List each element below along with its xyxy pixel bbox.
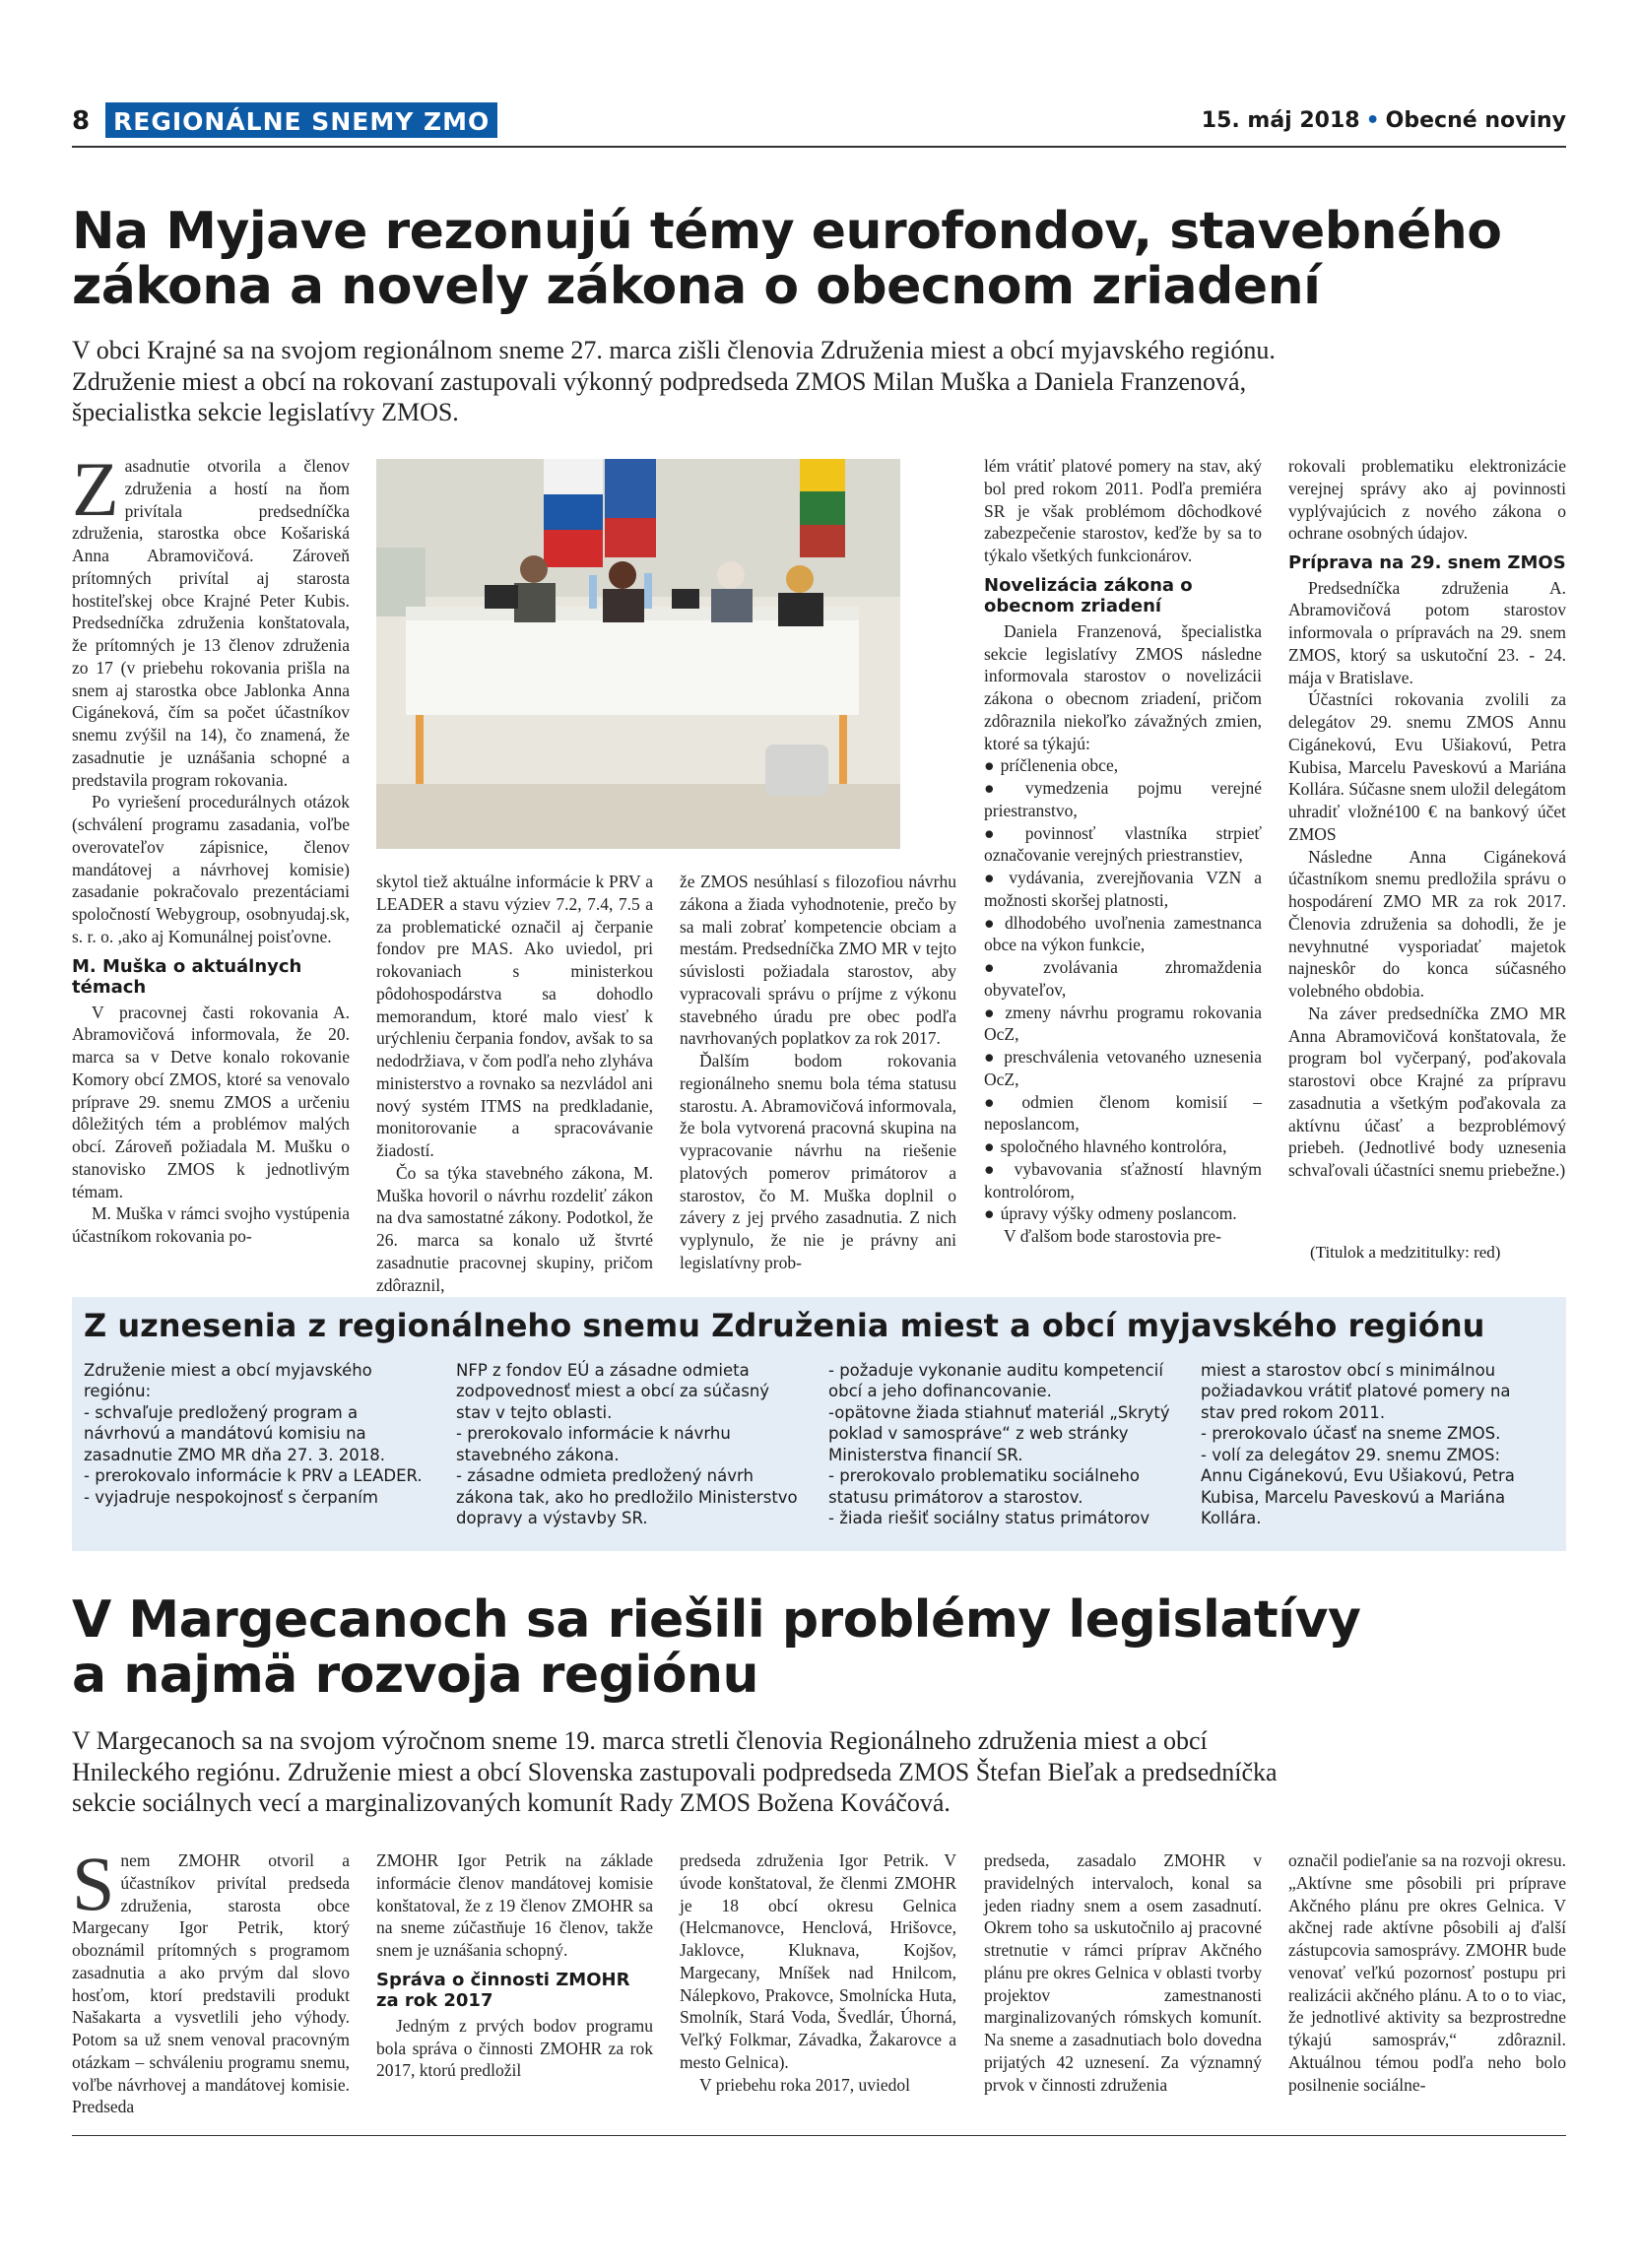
article1-col3-p1: že ZMOS nesúhlasí s filozofiou návrhu zákona a žiada vyhodnotenie, prečo by sa mali zobrať kompetencie obciam a mestám. Predsedníčka ZMO MR v tejto súvislosti požiadala starostov, aby vypracovali správu o príjme z výkonu stavebného úradu pre obec podľa navrhovaných poplatkov za rok 2017. (680, 872, 956, 1049)
article1-lead-line3: špecialistka sekcie legislatívy ZMOS. (72, 398, 459, 427)
list-item: ● dlhodobého uvoľnenia zamestnanca obce na výkon funkcie, (984, 912, 1262, 957)
dropcap: Z (72, 446, 119, 532)
editorial-credit: (Titulok a medzititulky: red) (1310, 1243, 1501, 1262)
list-item: ● vybavovania sťažností hlavným kontrolórom, (984, 1158, 1262, 1203)
article2-column-5 (1288, 1849, 1566, 2096)
article1-col3-p2: Ďalším bodom rokovania regionálneho snemu bola téma statusu starostu. A. Abramovičová informovala, že bola vytvorená pracovná skupina na vypracovanie návrhu na riešenie platových pomerov primátorov a starostov, čo M. Muška doplnil o závery z jej prvého zasadnutia. Z nich vyplynulo, že nie je právny ani legislatívny prob- (680, 1051, 956, 1272)
list-item: ● povinnosť vlastníka strpieť označovanie verejných priestranstiev, (984, 822, 1262, 868)
article1-lead-line2: Združenie miest a obcí na rokovaní zastupovali výkonný podpredseda ZMOS Milan Muška a Daniela Franzenová, (72, 366, 1247, 396)
article1-col5-p2: Predsedníčka združenia A. Abramovičová potom starostov informovala o prípravách na 29. snem ZMOS, ktorý sa uskutoční 23. - 24. mája v Bratislave. (1288, 577, 1566, 687)
issue-bullet: • (1365, 108, 1380, 133)
article2-col2-p2: Jedným z prvých bodov programu bola správa o činnosti ZMOHR za rok 2017, ktorú predložil (376, 2015, 653, 2081)
resolution-box-column-1: Združenie miest a obcí myjavského regiónu: - schvaľuje predložený program a návrhovú a mandátovú komisiu na zasadnutie ZMO MR dňa 27. 3. 2018. - prerokovalo informácie k PRV a LEADER. - vyjadruje nespokojnosť s čerpaním (84, 1361, 423, 1507)
article1-col5-p5: Na záver predsedníčka ZMO MR Anna Abramovičová konštatovala, že program bol vyčerpaný, poďakovala starostovi obce Krajné za prípravu zasadnutia a všetkým poďakovala za aktívnu účasť a bezproblémový priebeh. (Jednotlivé body uznesenia schvaľovali účastníci snemu priebežne.) (1288, 1003, 1566, 1181)
article2-col5-p1: označil podieľanie sa na rozvoji okresu. „Aktívne sme pôsobili pri príprave Akčného plánu pre okres Gelnica. V akčnej rade aktívne pôsobili aj ďalší zástupcovia samosprávy. ZMOHR bude venovať veľkú pozornosť postupu pri realizácii akčného plánu. A to o to viac, že jednotlivé aktivity sa bezprostredne týkajú samospráv,“ zdôraznil. Aktuálnou témou podľa neho bolo posilnenie sociálne- (1288, 1850, 1566, 2095)
article2-col1-p1 (72, 1841, 350, 2118)
footer-rule (72, 2135, 1566, 2136)
resolution-box-column-2: NFP z fondov EÚ a zásadne odmieta zodpovednosť miest a obcí za súčasný stav v tejto oblasti. - prerokovalo informácie k návrhu stavebného zákona. - zásadne odmieta predložený návrh zákona tak, ako ho predložilo Ministerstvo dopravy a výstavby SR. (456, 1361, 798, 1528)
section-label: REGIONÁLNE SNEMY ZMO (105, 102, 497, 138)
resolution-box (72, 1297, 1566, 1551)
article2-headline-line1: V Margecanoch sa riešili problémy legislatívy (72, 1590, 1361, 1650)
list-item: ● zvolávania zhromaždenia obyvateľov, (984, 956, 1262, 1002)
article1-col1-p4: M. Muška v rámci svojho vystúpenia účastníkom rokovania po- (72, 1203, 350, 1247)
article1-column-1 (72, 446, 350, 1248)
meeting-photo (376, 459, 900, 849)
header-rule (72, 146, 1566, 148)
issue-date: 15. máj 2018 (1201, 108, 1360, 133)
list-item: ● preschválenia vetovaného uznesenia OcZ, (984, 1046, 1262, 1091)
list-item: ● príčlenenia obce, (984, 754, 1262, 777)
article1-col1-subhead: M. Muška o aktuálnych témach (72, 955, 302, 999)
article1-col5-subhead: Príprava na 29. snem ZMOS (1288, 552, 1566, 573)
issue-info (1202, 108, 1566, 133)
article2-headline (72, 1590, 1361, 1705)
article1-col1-p1 (72, 446, 350, 791)
article1-col5-p4: Následne Anna Cigáneková účastníkom snemu predložila správu o hospodárení ZMO MR za rok 2017. Členovia združenia sa dohodli, že je nevyhnutné vysporiadať majetok najneskôr do konca súčasného volebného obdobia. (1288, 846, 1566, 1002)
meeting-photo-illustration (376, 459, 900, 849)
publication-name: Obecné noviny (1385, 108, 1566, 133)
article2-lead-line3: sekcie sociálnych vecí a marginalizovaných komunít Rady ZMOS Božena Kováčová. (72, 1788, 951, 1818)
article2-headline-line2: a najmä rozvoja regiónu (72, 1645, 758, 1705)
article1-headline-line1: Na Myjave rezonujú témy eurofondov, stavebného (72, 202, 1502, 261)
article1-col4-p2: Daniela Franzenová, špecialistka sekcie legislatívy ZMOS následne informovala starostov o novelizácii zákona o obecnom zriadení, pričom zdôraznila niekoľko závažných zmien, ktoré sa týkajú: (984, 620, 1262, 753)
page-header (72, 102, 1566, 142)
article2-col4-p1: predseda, zasadalo ZMOHR v pravidelných intervaloch, konal sa jeden riadny snem a osem zasadnutí. Okrem toho sa uskutočnilo aj pracovné stretnutie v rámci príprav Akčného plánu pre okres Gelnica v oblasti tvorby projektov zamestnanosti marginalizovaných rómskych komunít. Na sneme a zasadnutiach bolo dovedna prijatých 42 uznesení. Za významný prvok v činnosti združenia (984, 1850, 1262, 2095)
article1-column-3 (680, 871, 956, 1274)
article2-column-4 (984, 1849, 1262, 2096)
article2-column-2 (376, 1849, 653, 2082)
article2-col2-p1: ZMOHR Igor Petrik na základe informácie členov mandátovej komisie konštatoval, že z 19 členov ZMOHR sa na sneme zúčastňuje 16 členov, takže snem je uznášania schopný. (376, 1850, 653, 1960)
article2-lead-line2: Hnileckého regiónu. Združenie miest a obcí Slovenska zastupovali podpredseda ZMOS Štefan Bieľak a predsedníčka (72, 1757, 1278, 1786)
resolution-box-title: Z uznesenia z regionálneho snemu Združenia miest a obcí myjavského regiónu (84, 1307, 1485, 1344)
resolution-box-column-4: miest a starostov obcí s minimálnou požiadavkou vrátiť platové pomery na stav pred rokom 2011. - prerokovalo účasť na sneme ZMOS. - volí za delegátov 29. snemu ZMOS: Annu Cigánekovú, Evu Ušiakovú, Petra Kubisa, Marcelu Paveskovú a Mariána Kollára. (1201, 1361, 1515, 1528)
article1-col4-p3: V ďalšom bode starostovia pre- (1004, 1226, 1221, 1247)
article1-col1-p2: Po vyriešení procedurálnych otázok (schválení programu zasadania, voľbe overovateľov zápisnice, členov mandátovej a návrhovej komisie) zasadanie pokračovalo prezentáciami spoločností Webygroup, osobnyudaj.sk, s. r. o. ,ako aj Komunálnej poisťovne. (72, 792, 350, 946)
article1-column-2 (376, 871, 653, 1296)
article1-headline-line2: zákona a novely zákona o obecnom zriadení (72, 256, 1321, 316)
article1-lead (72, 335, 1566, 428)
list-item: ● zmeny návrhu programu rokovania OcZ, (984, 1002, 1262, 1047)
article2-lead (72, 1725, 1566, 1819)
article1-col4-subhead: Novelizácia zákona o obecnom zriadení (984, 574, 1193, 617)
list-item: ● vymedzenia pojmu verejné priestranstvo, (984, 777, 1262, 822)
list-item: ● úpravy výšky odmeny poslancom. (984, 1202, 1262, 1225)
list-item: ● odmien členom komisií – neposlancom, (984, 1091, 1262, 1136)
resolution-box-column-3: - požaduje vykonanie auditu kompetencií obcí a jeho dofinancovanie. -opätovne žiada stiahnuť materiál „Skrytý poklad v samospráve“ z web stránky Ministerstva financií SR. - prerokovalo problematiku sociálneho statusu primátorov a starostov. - žiada riešiť sociálny status primátorov (828, 1361, 1170, 1528)
article2-column-3 (680, 1849, 956, 2096)
page-number: 8 (72, 106, 91, 136)
article1-col1-p3: V pracovnej časti rokovania A. Abramovičová informovala, že 20. marca sa v Detve konalo rokovanie Komory obcí ZMOS, ktoré sa venovalo príprave 29. snemu ZMOS a určeniu dôležitých tém a problémov malých obcí. Zároveň požiadala M. Mušku o stanovisko ZMOS k jednotlivým témam. (72, 1002, 350, 1201)
article2-col3-p2: V priebehu roka 2017, uviedol (699, 2074, 911, 2095)
paragraph-text: asadnutie otvorila a členov združenia a hostí na ňom privítala predsedníčka združenia, starostka obce Košariská Anna Abramovičová. Zároveň prítomných privítal aj starosta hostiteľskej obce Krajné Peter Kubis. Predsedníčka združenia konštatovala, že prítomných je 13 členov združenia zo 17 (v priebehu rokovania prišla na snem aj starostka obce Jablonka Anna Cigáneková, čím sa počet účastníkov snemu zvýšil na 14), čo znamená, že zasadnutie je uznášania schopné a predstavila program rokovania. (72, 456, 350, 790)
article1-lead-line1: V obci Krajné sa na svojom regionálnom sneme 27. marca zišli členovia Združenia miest a obcí myjavského regiónu. (72, 336, 1276, 364)
article2-column-1 (72, 1841, 350, 2118)
dropcap: S (72, 1841, 115, 1926)
article1-column-4 (984, 455, 1262, 1248)
article2-col2-subhead: Správa o činnosti ZMOHR za rok 2017 (376, 1969, 630, 2012)
article1-col5-p3: Účastníci rokovania zvolili za delegátov 29. snemu ZMOS Annu Cigánekovú, Evu Ušiakovú, Petra Kubisa, Marcelu Paveskovú a Mariána Kollára. Súčasne snem uložil delegátom uhradiť vložné100 € na bankový účet ZMOS (1288, 689, 1566, 844)
article1-headline (72, 202, 1502, 316)
paragraph-text: nem ZMOHR otvoril a účastníkov privítal predseda združenia, starosta obce Margecany Igor Petrik, ktorý oboznámil prítomných s programom zasadnutia a ako prvým dal slovo hosťom, ktorí predstavili produkt Našakarta a vysvetlili jeho výhody. Potom sa už snem venoval pracovným otázkam – schváleniu programu snemu, voľbe návrhovej a mandátovej komisie. Predseda (72, 1850, 350, 2117)
list-item: ● vydávania, zverejňovania VZN a možnosti skoršej platnosti, (984, 867, 1262, 912)
article1-col5-p1: rokovali problematiku elektronizácie verejnej správy ako aj povinnosti vyplývajúcich z nového zákona o ochrane osobných údajov. (1288, 456, 1566, 544)
article1-col2-p1: skytol tiež aktuálne informácie k PRV a LEADER a stavu výziev 7.2, 7.4, 7.5 a za problematické označil aj čerpanie fondov pre MAS. Ako uviedol, pri rokovaniach s ministerkou pôdohospodárstva sa dohodlo memorandum, ktoré malo viesť k urýchleniu čerpania fondov, avšak to sa nedodržiava, v čom podľa neho zlyháva ministerstvo a rovnako sa nezvládol ani nový systém ITMS na predkladanie, monitorovanie a spracovávanie žiadostí. (376, 872, 653, 1160)
article2-lead-line1: V Margecanoch sa na svojom výročnom sneme 19. marca stretli členovia Regionálneho združenia miest a obcí (72, 1726, 1208, 1755)
article2-col3-p1: predseda združenia Igor Petrik. V úvode konštatoval, že členmi ZMOHR je 18 obcí okresu Gelnica (Helcmanovce, Henclová, Hrišovce, Jaklovce, Kluknava, Kojšov, Margecany, Mníšek nad Hnilcom, Nálepkovo, Prakovce, Smolnícka Huta, Smolník, Stará Voda, Švedlár, Úhorná, Veľký Folkmar, Závadka, Žakarovce a mesto Gelnica). (680, 1850, 956, 2072)
article1-col4-p1: lém vrátiť platové pomery na stav, aký bol pred rokom 2011. Podľa premiéra SR je však problémom dôchodkové zabezpečenie starostov, keďže by sa to týkalo všetkých funkcionárov. (984, 456, 1262, 565)
article1-col2-p2: Čo sa týka stavebného zákona, M. Muška hovoril o návrhu rozdeliť zákon na dva samostatné zákony. Podotkol, že 26. marca sa konalo už štvrté zasadnutie pracovnej skupiny, pričom zdôraznil, (376, 1162, 653, 1295)
list-item: ● spoločného hlavného kontrolóra, (984, 1135, 1262, 1158)
article1-column-5 (1288, 455, 1566, 1182)
